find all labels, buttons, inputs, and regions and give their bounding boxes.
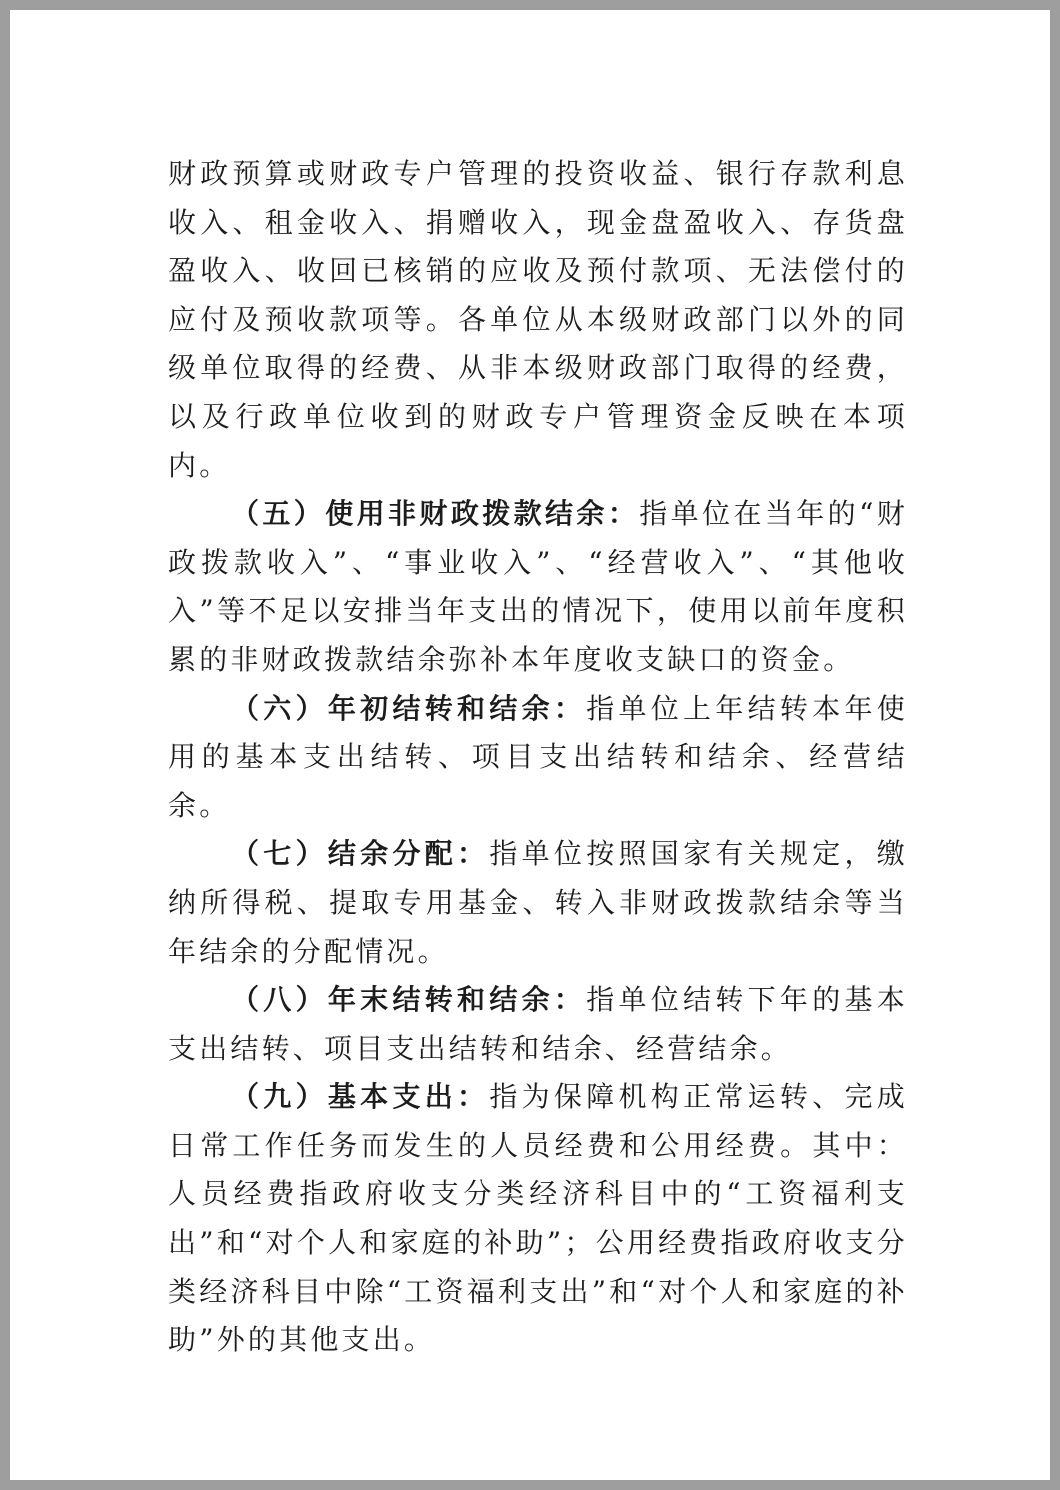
paragraph-item-8: [168, 976, 908, 1073]
document-body: [168, 150, 908, 1365]
paragraph-body: 指单位结转下年的基本支出结转、项目支出结转和结余、经营结余。: [168, 983, 908, 1065]
paragraph-body: 指单位按照国家有关规定，缴纳所得税、提取专用基金、转入非财政拨款结余等当年结余的分配情况。: [168, 837, 908, 968]
paragraph-item-5: [168, 490, 908, 684]
paragraph-heading: （八）年末结转和结余：: [231, 983, 587, 1017]
paragraph-body: 指单位在当年的“财政拨款收入”、“事业收入”、“经营收入”、“其他收入”等不足以安排当年支出的情况下，使用以前年度积累的非财政拨款结余弥补本年度收支缺口的资金。: [168, 497, 908, 676]
paragraph-item-6: [168, 685, 908, 831]
paragraph-continuation: [168, 150, 908, 490]
paragraph-body: 指单位上年结转本年使用的基本支出结转、项目支出结转和结余、经营结余。: [168, 691, 908, 822]
paragraph-item-7: [168, 830, 908, 976]
paragraph-heading: （六）年初结转和结余：: [231, 691, 587, 725]
paragraph-heading: （五）使用非财政拨款结余：: [231, 497, 640, 531]
paragraph-body: 指为保障机构正常运转、完成日常工作任务而发生的人员经费和公用经费。其中：人员经费指政府收支分类经济科目中的“工资福利支出”和“对个人和家庭的补助”；公用经费指政府收支分类经济科目中除“工资福利支出”和“对个人和家庭的补助”外的其他支出。: [168, 1080, 908, 1357]
paragraph-heading: （七）结余分配：: [231, 837, 490, 871]
paragraph-item-9: [168, 1073, 908, 1365]
document-page: [10, 10, 1050, 1480]
paragraph-heading: （九）基本支出：: [231, 1080, 490, 1114]
paragraph-body: 财政预算或财政专户管理的投资收益、银行存款利息收入、租金收入、捐赠收入，现金盘盈收入、存货盘盈收入、收回已核销的应收及预付款项、无法偿付的应付及预收款项等。各单位从本级财政部门以外的同级单位取得的经费、从非本级财政部门取得的经费，以及行政单位收到的财政专户管理资金反映在本项内。: [168, 157, 908, 482]
